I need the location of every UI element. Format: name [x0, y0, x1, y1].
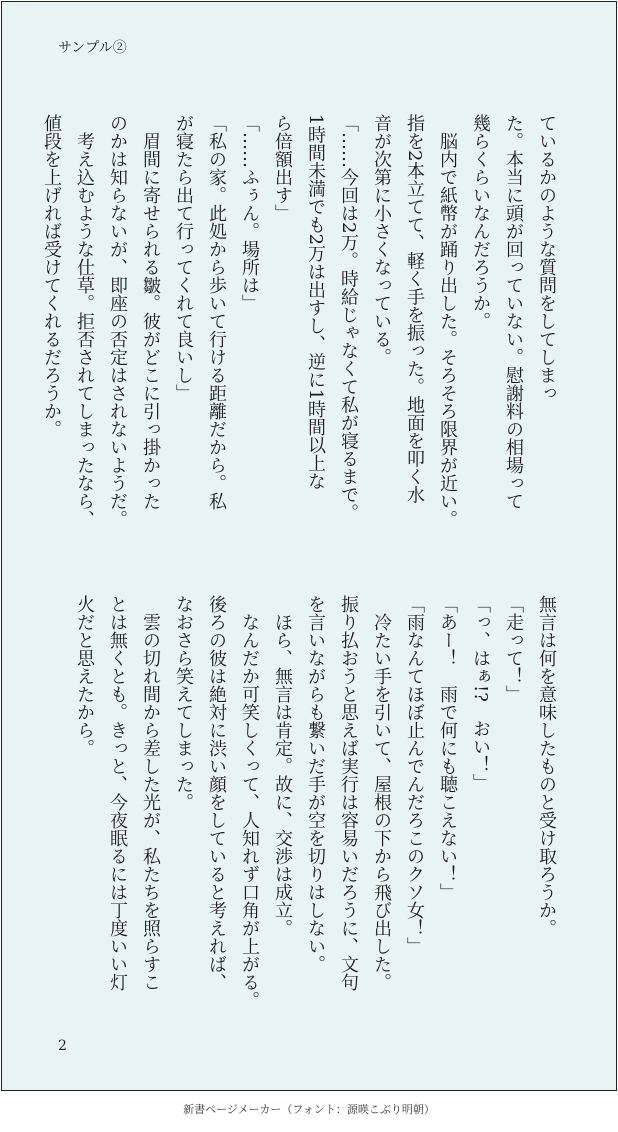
text-line: ているかのような質問をしてしまっ [536, 114, 557, 402]
text-line: なおさら笑えてしまった。 [173, 595, 194, 811]
text-line: 無言は何を意味したものと受け取ろうか。 [536, 595, 557, 937]
text-line: ほら、無言は肯定。故に、交渉は成立。 [272, 595, 293, 937]
text-line: 「……今回は2万。時給じゃなくて私が寝るまで。 [338, 114, 359, 522]
text-line: 1時間未満でも2万は出すし、逆に1時間以上な [305, 114, 326, 491]
page-number: 2 [58, 1038, 67, 1054]
text-line: 脳内で紙幣が踊り出した。そろそろ限界が近い。 [437, 114, 458, 528]
book-page [1, 1, 617, 1091]
text-line: 指を2本立てて、軽く手を振った。地面を叩く水 [404, 114, 425, 504]
text-line: ら倍額出す」 [272, 114, 293, 222]
text-line: 値段を上げれば受けてくれるだろうか。 [41, 114, 62, 438]
text-line: とは無くとも。きっと、今夜眠るには丁度いい灯 [107, 595, 128, 991]
text-line: 眉間に寄せられる皺。彼がどこに引っ掛かった [140, 114, 161, 510]
text-line: 火だと思えたから。 [74, 595, 95, 757]
text-line: のかは知らないが、即座の否定はされないようだ。 [107, 114, 128, 528]
text-line: 考え込むような仕草。拒否されてしまったなら、 [74, 114, 95, 528]
page-header-title: サンプル② [58, 40, 127, 56]
text-line: た。本当に頭が回っていない。慰謝料の相場って [503, 114, 524, 510]
text-line: 「走って！」 [503, 595, 524, 703]
upper-text-block [35, 114, 563, 534]
text-line: なんだか可笑しくって、人知れず口角が上がる。 [239, 595, 260, 1009]
text-line: 「雨なんてほぼ止んでんだろこのクソ女！」 [404, 595, 425, 955]
lower-text-block [68, 595, 563, 1015]
text-line: 「……ふぅん。場所は」 [239, 114, 260, 312]
footer-caption: 新書ページメーカー（フォント：源暎こぶり明朝） [183, 1103, 435, 1116]
text-line: 幾らくらいなんだろうか。 [470, 114, 491, 330]
text-line: 「私の家。此処から歩いて行ける距離だから。私 [206, 114, 227, 510]
text-line: を言いながらも繋いだ手が空を切りはしない。 [305, 595, 326, 973]
text-line: 音が次第に小さくなっている。 [371, 114, 392, 366]
text-line: 「あー！ 雨で何にも聴こえない！」 [437, 595, 458, 901]
text-line: が寝たら出て行ってくれて良いし」 [173, 114, 194, 402]
text-line: 冷たい手を引いて、屋根の下から飛び出した。 [371, 595, 392, 991]
text-line: 「っ、はぁ!? おい！」 [470, 595, 491, 792]
text-line: 振り払おうと思えば実行は容易いだろうに、文句 [338, 595, 359, 991]
text-line: 後ろの彼は絶対に渋い顔をしていると考えれば、 [206, 595, 227, 991]
text-line: 雲の切れ間から差した光が、私たちを照らすこ [140, 595, 161, 991]
